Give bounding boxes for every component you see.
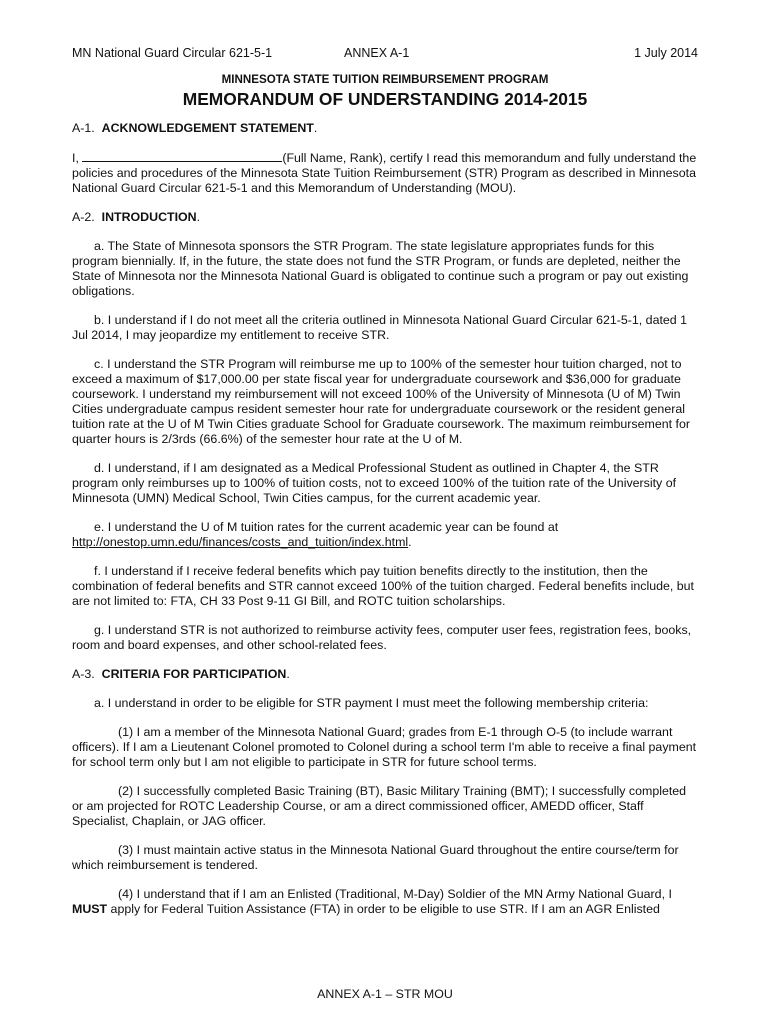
section-title-period: . — [313, 121, 318, 135]
header-date: 1 July 2014 — [634, 46, 698, 60]
criteria-item-1: (1) I am a member of the Minnesota National Guard; grades from E-1 through O-5 (to include warrant officers). If I am a Lieutenant Colonel promoted to Colonel during a school term I'm able to receive a final payment for school term only but I am not eligible to participate in STR for future school terms. — [72, 725, 697, 769]
document-title: MEMORANDUM OF UNDERSTANDING 2014-2015 — [182, 89, 588, 109]
criteria-item-2: (2) I successfully completed Basic Training (BT), Basic Military Training (BMT); I successfully completed or am projected for ROTC Leadership Course, or am a direct commissioned officer, AMEDD officer, Staff Specialist, Chaplain, or JAG officer. — [72, 784, 687, 828]
section-a1-heading — [72, 121, 698, 136]
section-title: ACKNOWLEDGEMENT STATEMENT — [101, 121, 314, 135]
paragraph-a2-e-period: . — [408, 535, 412, 549]
full-name-rank-field[interactable] — [82, 150, 282, 162]
section-number: A-2. — [72, 210, 95, 224]
acknowledgement-text: (Full Name, Rank), certify I read this memorandum and fully understand the policies and procedures of the Minnesota State Tuition Reimbursement (STR) Program as described in Minnesota National Guard Circular 621-5-1 and this Memorandum of Understanding (MOU). — [72, 151, 697, 195]
section-title-period: . — [196, 210, 201, 224]
paragraph-a3-a: a. I understand in order to be eligible for STR payment I must meet the following membership criteria: — [94, 696, 649, 710]
section-title-period: . — [286, 667, 290, 681]
paragraph-a2-e-text: e. I understand the U of M tuition rates for the current academic year can be found at — [94, 520, 559, 534]
page-footer: ANNEX A-1 – STR MOU — [317, 987, 453, 1001]
section-number: A-3. — [72, 667, 95, 681]
paragraph-a2-e — [72, 520, 698, 550]
paragraph-a2-c: c. I understand the STR Program will reimburse me up to 100% of the semester hour tuition charged, not to exceed a maximum of $17,000.00 per state fiscal year for undergraduate coursework and $36,000 for graduate coursework. I understand my reimbursement will not exceed 100% of the University of Minnesota (U of M) Twin Cities undergraduate campus resident semester hour rate for undergraduate coursework or the resident general tuition rate at the U of M Twin Cities graduate School for Graduate coursework. The maximum reimbursement for quarter hours is 2/3rds (66.6%) of the semester hour rate at the U of M. — [72, 357, 690, 446]
acknowledgement-i: I, — [72, 151, 83, 165]
section-title: INTRODUCTION — [101, 210, 197, 224]
section-title: CRITERIA FOR PARTICIPATION — [101, 667, 287, 681]
paragraph-a2-a: a. The State of Minnesota sponsors the STR Program. The state legislature appropriates funds for this program biennially. If, in the future, the state does not fund the STR Program, or funds are depleted, neither the State of Minnesota nor the Minnesota National Guard is obligated to continue such a program or pay out existing obligations. — [72, 239, 689, 298]
criteria-item-3: (3) I must maintain active status in the Minnesota National Guard throughout the entire course/term for which reimbursement is tendered. — [72, 843, 679, 872]
criteria-item-4-text: (4) I understand that if I am an Enlisted (Traditional, M-Day) Soldier of the MN Army National Guard, I — [118, 887, 672, 901]
paragraph-a2-g: g. I understand STR is not authorized to reimburse activity fees, computer user fees, registration fees, books, room and board expenses, and other school-related fees. — [72, 623, 692, 652]
criteria-item-4-emphasis: MUST — [72, 902, 108, 916]
paragraph-a2-d: d. I understand, if I am designated as a Medical Professional Student as outlined in Chapter 4, the STR program only reimburses up to 100% of tuition costs, not to exceed 100% of the tuition rate of the University of Minnesota (UMN) Medical School, Twin Cities campus, for the current academic year. — [72, 461, 677, 505]
page-header — [72, 46, 698, 62]
header-annex: ANNEX A-1 — [344, 46, 410, 60]
header-circular: MN National Guard Circular 621-5-1 — [72, 46, 273, 60]
acknowledgement-statement — [72, 150, 698, 196]
criteria-item-4 — [72, 887, 698, 917]
tuition-rates-link[interactable]: http://onestop.umn.edu/finances/costs_and_tuition/index.html — [72, 535, 409, 549]
section-a3-heading — [72, 667, 698, 682]
program-subtitle: MINNESOTA STATE TUITION REIMBURSEMENT PROGRAM — [221, 73, 549, 86]
criteria-item-4-continued: apply for Federal Tuition Assistance (FTA) in order to be eligible to use STR. If I am an AGR Enlisted — [107, 902, 660, 916]
document-body — [72, 72, 698, 931]
section-number: A-1. — [72, 121, 95, 135]
paragraph-a2-b: b. I understand if I do not meet all the criteria outlined in Minnesota National Guard Circular 621-5-1, dated 1 Jul 2014, I may jeopardize my entitlement to receive STR. — [72, 313, 688, 342]
paragraph-a2-f: f. I understand if I receive federal benefits which pay tuition benefits directly to the institution, then the combination of federal benefits and STR cannot exceed 100% of the tuition charged. Federal benefits include, but are not limited to: FTA, CH 33 Post 9-11 GI Bill, and ROTC tuition scholarships. — [72, 564, 694, 608]
section-a2-heading — [72, 210, 698, 225]
